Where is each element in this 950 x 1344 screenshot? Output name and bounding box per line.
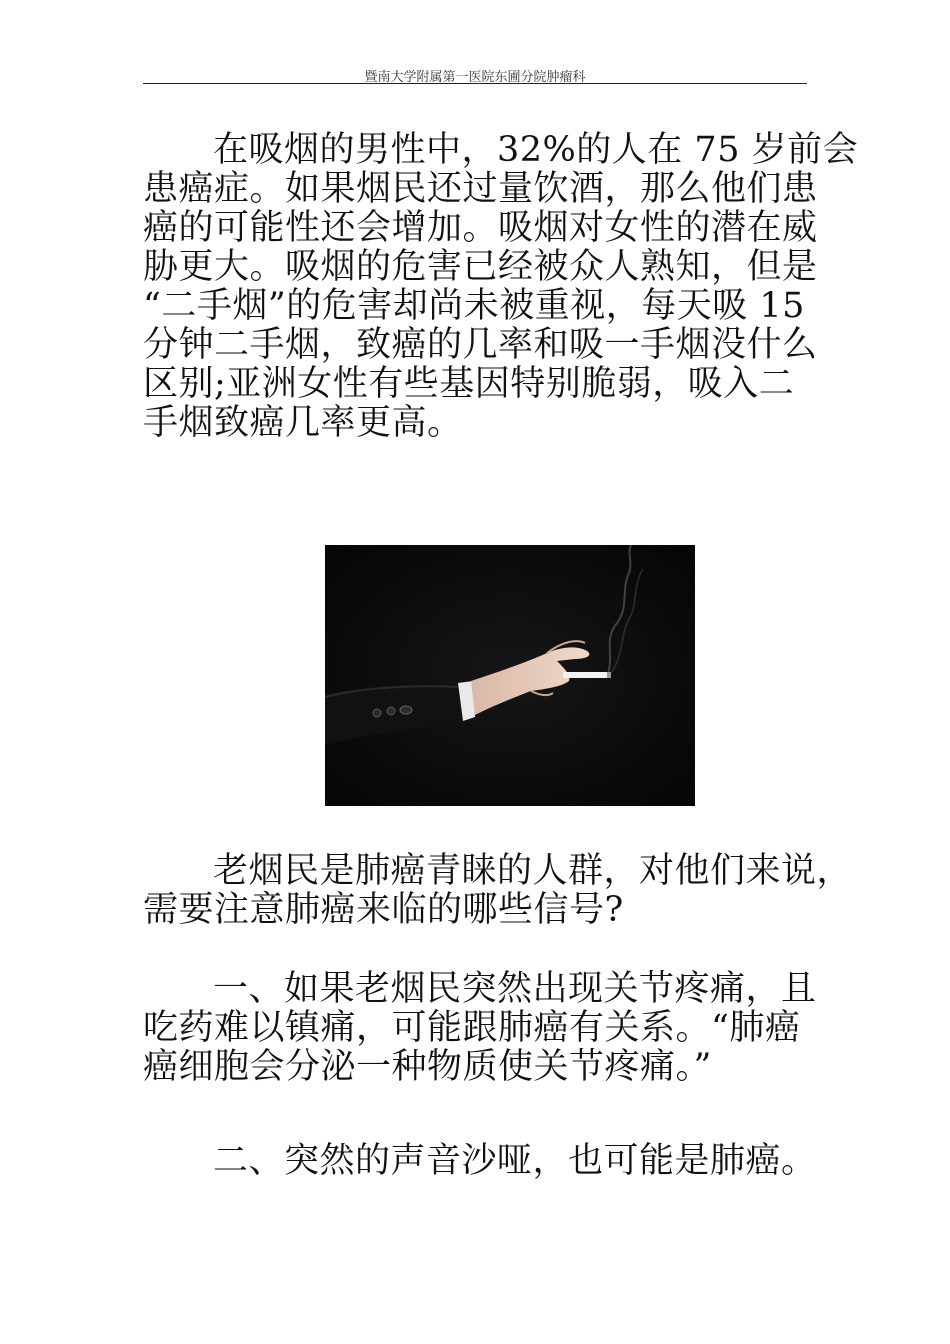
text-line: 分钟二手烟，致癌的几率和吸一手烟没什么 [143,325,818,365]
text-line: 癌细胞会分泌一种物质使关节疼痛。” [143,1047,712,1087]
header-title: 暨南大学附属第一医院东圃分院肿瘤科 [364,70,586,85]
header-divider [143,83,807,84]
text-line: 胁更大。吸烟的危害已经被众人熟知，但是 [143,247,818,287]
paragraph-warning-signs-intro [143,851,853,930]
text-line: 癌的可能性还会增加。吸烟对女性的潜在威 [143,208,818,248]
text-line: 老烟民是肺癌青睐的人群，对他们来说， [213,851,853,891]
text-line: 一、如果老烟民突然出现关节疼痛，且 [213,969,817,1009]
text-line: “二手烟”的危害却尚未被重视，每天吸 15 [143,286,805,326]
text-line: 区别;亚洲女性有些基因特别脆弱，吸入二 [143,364,795,404]
text-line: 手烟致癌几率更高。 [143,403,463,443]
hand-cigarette-illustration [325,545,695,806]
text-line: 二、突然的声音沙哑，也可能是肺癌。 [213,1141,817,1181]
text-line: 需要注意肺癌来临的哪些信号? [143,890,624,930]
hand-cigarette-photo [325,545,695,806]
paragraph-smoking-stats [143,130,859,443]
text-line: 在吸烟的男性中，32%的人在 75 岁前会 [213,130,859,170]
text-line: 吃药难以镇痛，可能跟肺癌有关系。“肺癌 [143,1008,801,1048]
text-line: 患癌症。如果烟民还过量饮酒，那么他们患 [143,169,818,209]
paragraph-sign-one [143,969,817,1087]
paragraph-sign-two [143,1141,817,1181]
